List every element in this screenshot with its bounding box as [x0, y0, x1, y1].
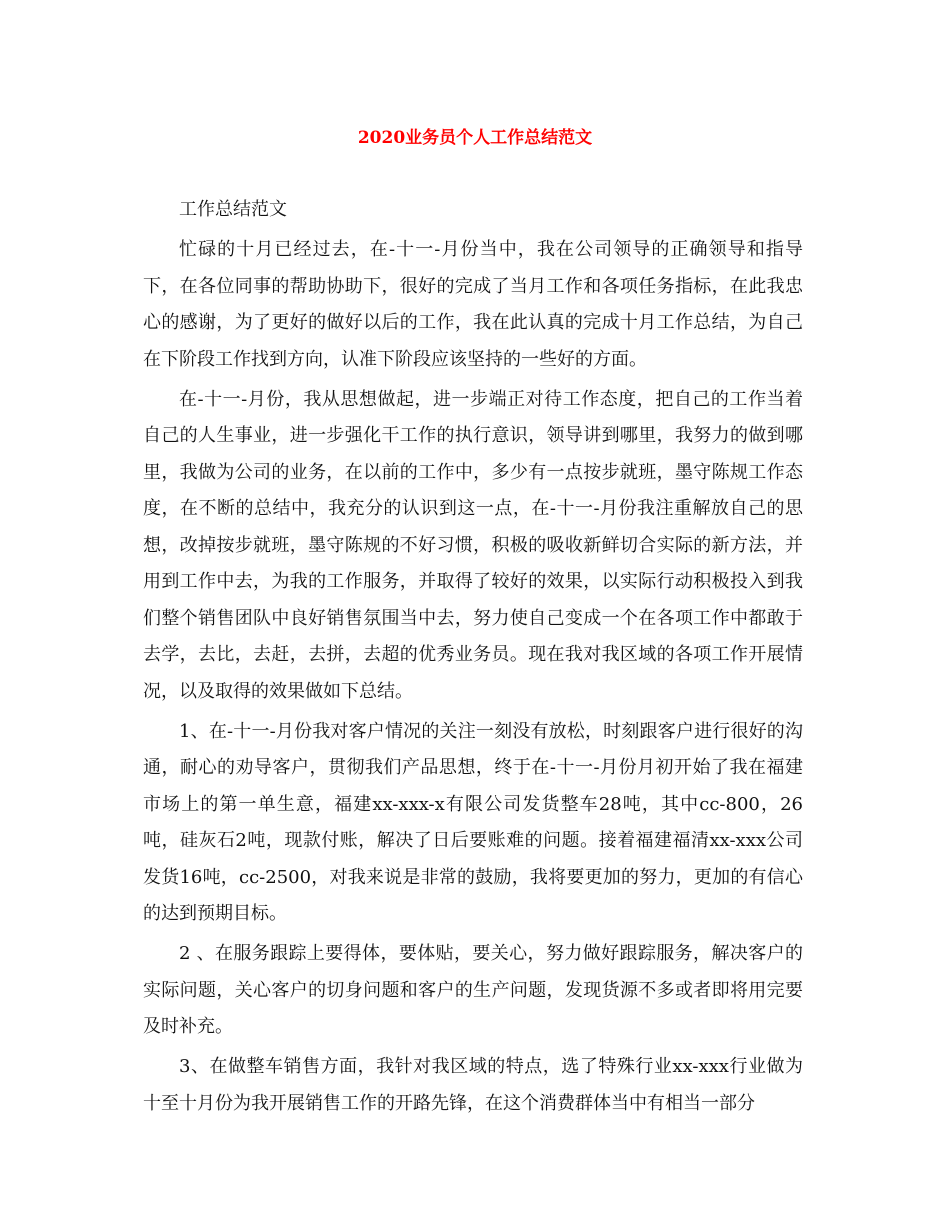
- document-title: 2020业务员个人工作总结范文: [357, 128, 593, 148]
- paragraph: 2 、在服务跟踪上要得体，要体贴，要关心，努力做好跟踪服务，解决客户的实际问题，关心客户的切身问题和客户的生产问题，发现货源不多或者即将用完要及时补充。: [143, 943, 803, 1037]
- document-body: [143, 192, 803, 1126]
- paragraph: 3、在做整车销售方面，我针对我区域的特点，选了特殊行业xx-xxx行业做为十至十月份为我开展销售工作的开路先锋，在这个消费群体当中有相当一部分: [143, 1056, 803, 1114]
- paragraph: 1、在-十一-月份我对客户情况的关注一刻没有放松，时刻跟客户进行很好的沟通，耐心的劝导客户，贯彻我们产品思想，终于在-十一-月份月初开始了我在福建市场上的第一单生意，福建xx-xxx-x有限公司发货整车28吨，其中cc-800，26吨，硅灰石2吨，现款付账，解决了日后要账难的问题。接着福建福清xx-xxx公司发货16吨，cc-2500，对我来说是非常的鼓励，我将要更加的努力，更加的有信心的达到预期目标。: [143, 720, 803, 924]
- paragraph: 在-十一-月份，我从思想做起，进一步端正对待工作态度，把自己的工作当着自己的人生事业，进一步强化干工作的执行意识，领导讲到哪里，我努力的做到哪里，我做为公司的业务，在以前的工作中，多少有一点按步就班，墨守陈规工作态度，在不断的总结中，我充分的认识到这一点，在-十一-月份我注重解放自己的思想，改掉按步就班，墨守陈规的不好习惯，积极的吸收新鲜切合实际的新方法，并用到工作中去，为我的工作服务，并取得了较好的效果，以实际行动积极投入到我们整个销售团队中良好销售氛围当中去，努力使自己变成一个在各项工作中都敢于去学，去比，去赶，去拼，去超的优秀业务员。现在我对我区域的各项工作开展情况，以及取得的效果做如下总结。: [143, 388, 803, 702]
- paragraph-heading: 工作总结范文: [179, 199, 287, 220]
- paragraph: 忙碌的十月已经过去，在-十一-月份当中，我在公司领导的正确领导和指导下，在各位同事的帮助协助下，很好的完成了当月工作和各项任务指标，在此我忠心的感谢，为了更好的做好以后的工作，我在此认真的完成十月工作总结，为自己在下阶段工作找到方向，认准下阶段应该坚持的一些好的方面。: [143, 239, 803, 370]
